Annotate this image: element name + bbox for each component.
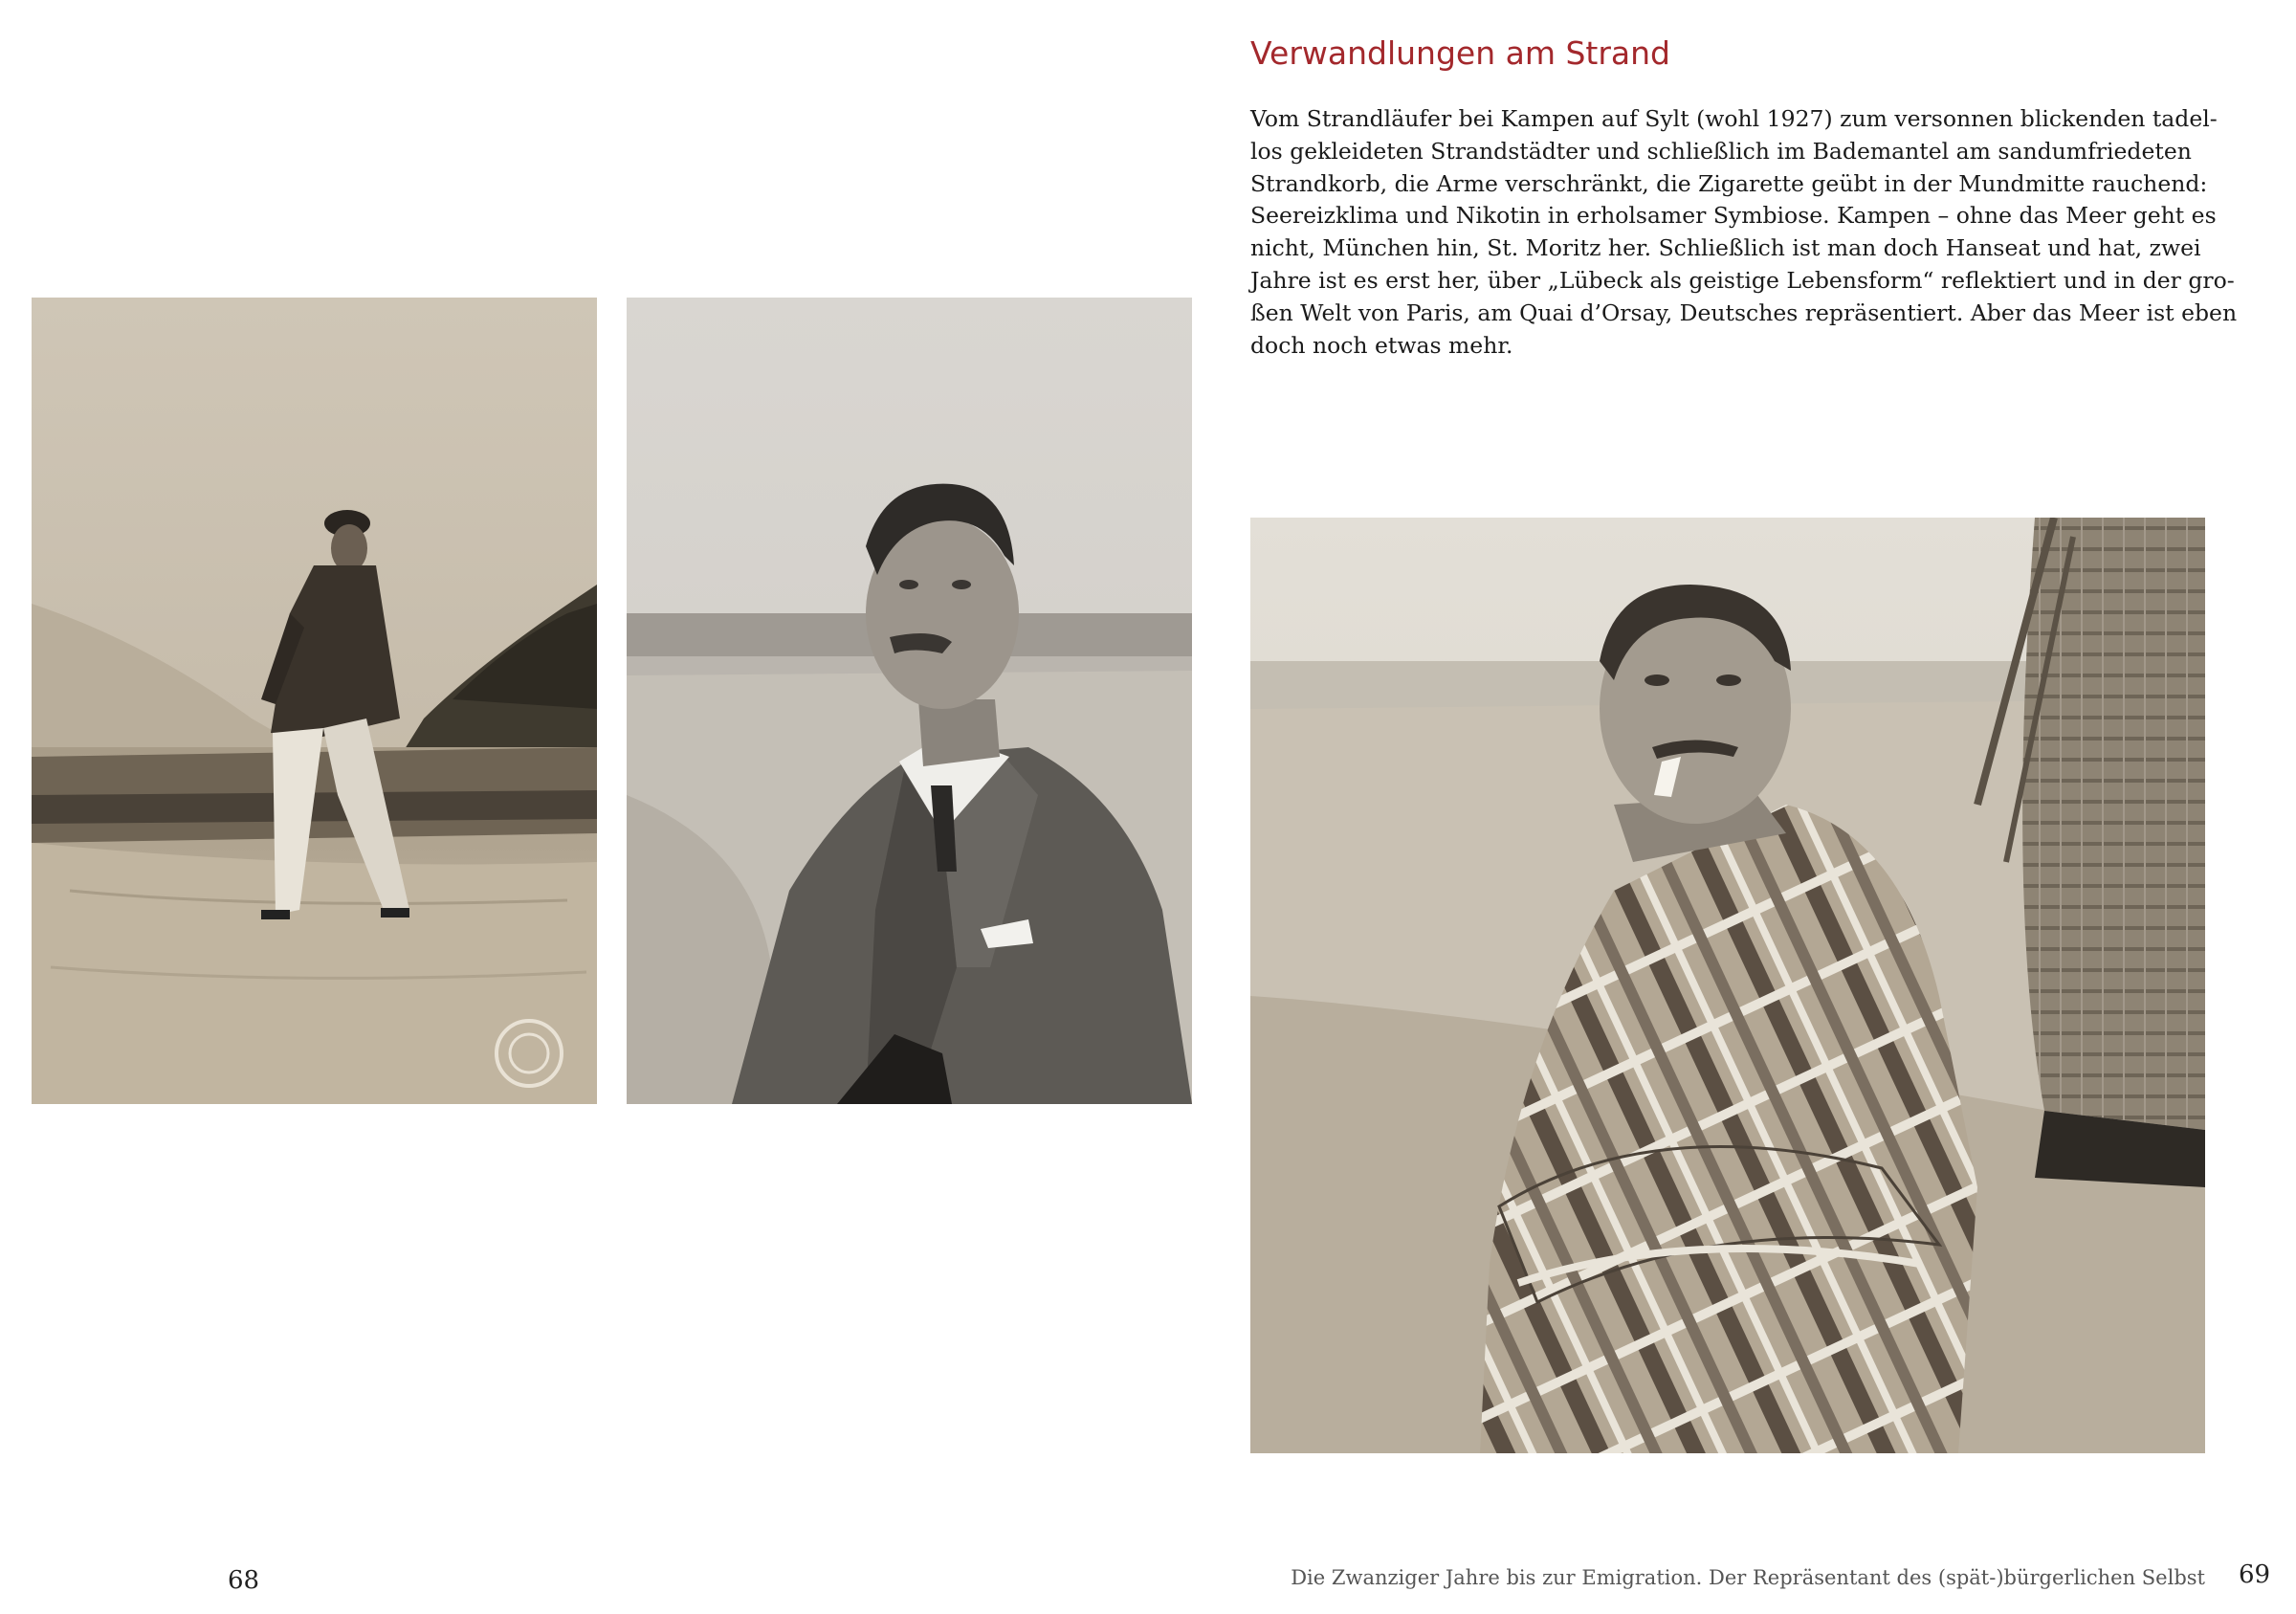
body-line: Vom Strandläufer bei Kampen auf Sylt (wohl 1927) zum versonnen blickenden tadel- bbox=[1250, 105, 2218, 132]
page-heading: Verwandlungen am Strand bbox=[1250, 34, 1671, 72]
body-line: Jahre ist es erst her, über „Lübeck als geistige Lebensform“ reflektiert und in der gro- bbox=[1250, 266, 2235, 294]
body-line: Strandkorb, die Arme verschränkt, die Zigarette geübt in der Mundmitte rauchend: bbox=[1250, 169, 2208, 197]
running-footer-title: Die Zwanziger Jahre bis zur Emigration. Der Repräsentant des (spät-)bürgerlichen Selbst bbox=[1291, 1566, 2205, 1589]
photo-man-in-suit-beach bbox=[627, 298, 1192, 1104]
photo-man-walking-dunes bbox=[32, 298, 597, 1104]
page-number-left: 68 bbox=[228, 1566, 260, 1595]
photo-man-in-bathrobe-smoking bbox=[1250, 518, 2205, 1453]
body-paragraph bbox=[1250, 103, 2238, 362]
body-line: nicht, München hin, St. Moritz her. Schließlich ist man doch Hanseat und hat, zwei bbox=[1250, 234, 2201, 262]
body-line: los gekleideten Strandstädter und schließlich im Bademantel am sandumfriedeten bbox=[1250, 137, 2192, 165]
body-line: ßen Welt von Paris, am Quai d’Orsay, Deutsches repräsentiert. Aber das Meer ist eben bbox=[1250, 298, 2238, 326]
body-line: doch noch etwas mehr. bbox=[1250, 331, 1513, 359]
page-number-right: 69 bbox=[2239, 1560, 2271, 1589]
body-line: Seereizklima und Nikotin in erholsamer Symbiose. Kampen – ohne das Meer geht es bbox=[1250, 202, 2217, 230]
